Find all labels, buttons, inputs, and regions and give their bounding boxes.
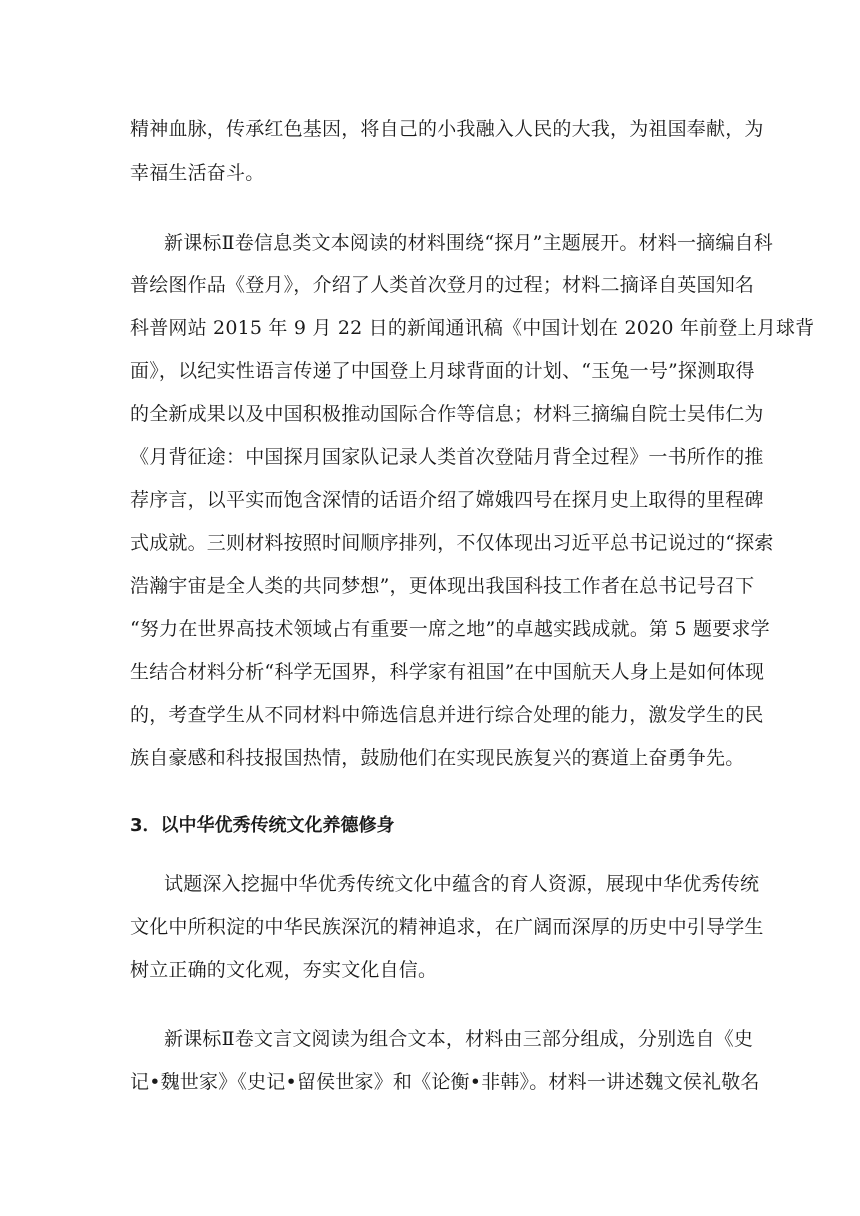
text-line: “努力在世界高技术领域占有重要一席之地”的卓越实践成就。第 5 题要求学 [130,618,770,640]
text-line: 的，考查学生从不同材料中筛选信息并进行综合处理的能力，激发学生的民 [130,704,764,726]
text-line: 荐序言，以平实而饱含深情的话语介绍了嫦娥四号在探月史上取得的里程碑 [130,489,764,511]
text-line: 的全新成果以及中国积极推动国际合作等信息；材料三摘编自院士吴伟仁为 [130,403,764,425]
text-line: 文化中所积淀的中华民族深沉的精神追求，在广阔而深厚的历史中引导学生 [130,916,764,938]
text-line: 族自豪感和科技报国热情，鼓励他们在实现民族复兴的赛道上奋勇争先。 [130,747,745,769]
section-heading: 3．以中华优秀传统文化养德修身 [130,815,395,836]
text-line: 新课标Ⅱ卷信息类文本阅读的材料围绕“探月”主题展开。材料一摘编自科 [164,232,773,254]
text-line: 生结合材料分析“科学无国界，科学家有祖国”在中国航天人身上是如何体现 [130,661,765,683]
text-line: 记•魏世家》《史记•留侯世家》和《论衡•非韩》。材料一讲述魏文侯礼敬名 [130,1071,760,1093]
text-line: 新课标Ⅱ卷文言文阅读为组合文本，材料由三部分组成，分别选自《史 [164,1028,754,1050]
text-line: 《月背征途：中国探月国家队记录人类首次登陆月背全过程》一书所作的推 [130,446,764,468]
text-line: 精神血脉，传承红色基因，将自己的小我融入人民的大我，为祖国奉献，为 [130,118,764,140]
text-line: 科普网站 2015 年 9 月 22 日的新闻通讯稿《中国计划在 2020 年前登上月球背 [130,317,815,339]
text-line: 浩瀚宇宙是全人类的共同梦想”，更体现出我国科技工作者在总书记号召下 [130,575,755,597]
text-line: 面》，以纪实性语言传递了中国登上月球背面的计划、“玉兔一号”探测取得 [130,360,755,382]
text-line: 普绘图作品《登月》，介绍了人类首次登月的过程；材料二摘译自英国知名 [130,274,755,296]
text-line: 式成就。三则材料按照时间顺序排列，不仅体现出习近平总书记说过的“探索 [130,532,774,554]
text-line: 试题深入挖掘中华优秀传统文化中蕴含的育人资源，展现中华优秀传统 [164,873,760,895]
text-line: 树立正确的文化观，夯实文化自信。 [130,959,438,981]
text-line: 幸福生活奋斗。 [130,162,265,184]
